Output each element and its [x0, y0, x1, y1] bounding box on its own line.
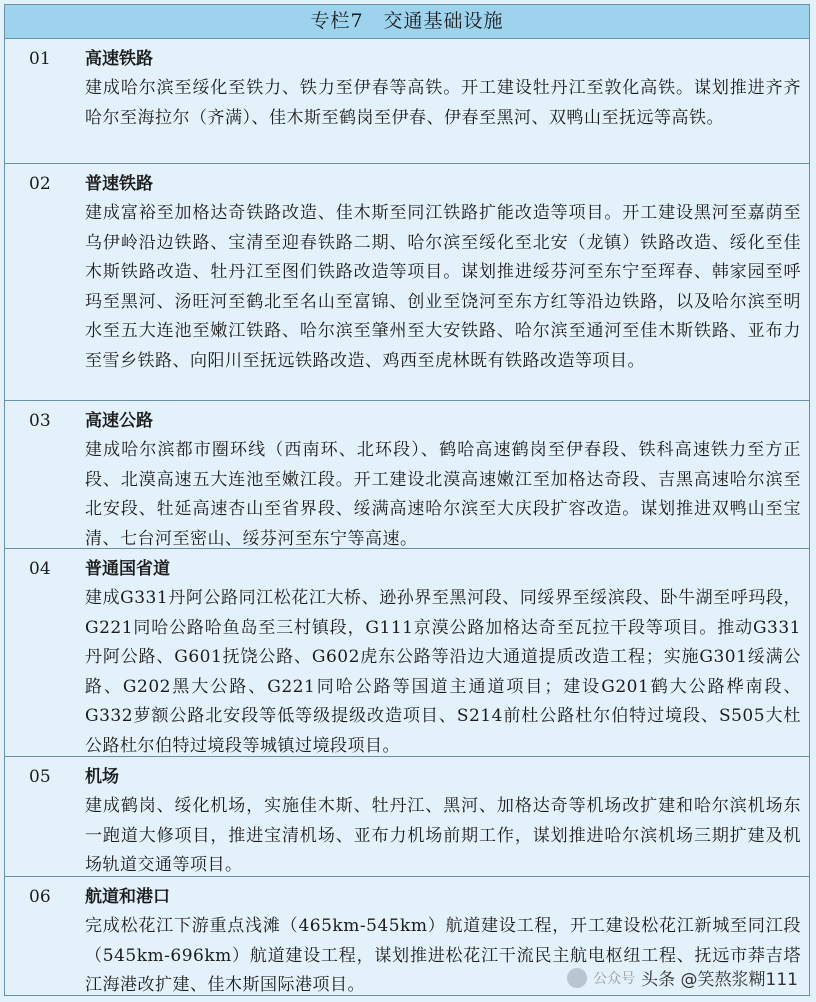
section-conventional-rail	[5, 164, 809, 401]
section-expressway	[5, 401, 809, 549]
section-title: 普通国省道	[85, 559, 170, 579]
section-national-provincial-roads	[5, 549, 809, 757]
section-number: 03	[29, 411, 51, 431]
section-title: 航道和港口	[85, 887, 170, 907]
section-body: 建成哈尔滨都市圈环线（西南环、北环段）、鹤哈高速鹤岗至伊春段、铁科高速铁力至方正段、北漠高速五大连池至嫩江段。开工建设北漠高速嫩江至加格达奇段、吉黑高速哈尔滨至北安段、牡延高速杏山至省界段、绥满高速哈尔滨至大庆段扩容改造。谋划推进双鸭山至宝清、七台河至密山、绥芬河至东宁等高速。	[85, 440, 801, 549]
section-body: 完成松花江下游重点浅滩（465km-545km）航道建设工程，开工建设松花江新城至同江段（545km-696km）航道建设工程，谋划推进松花江干流民主航电枢纽工程、抚远市莽吉塔江海港改扩建、佳木斯国际港项目。	[85, 916, 801, 995]
wechat-icon	[567, 968, 587, 988]
infrastructure-panel	[4, 4, 810, 996]
section-airports	[5, 757, 809, 877]
watermark	[567, 965, 798, 990]
section-number: 01	[29, 49, 51, 69]
section-title: 普速铁路	[85, 174, 153, 194]
section-body: 建成鹤岗、绥化机场，实施佳木斯、牡丹江、黑河、加格达奇等机场改扩建和哈尔滨机场东一跑道大修项目，推进宝清机场、亚布力机场前期工作，谋划推进哈尔滨机场三期扩建及机场轨道交通等项目。	[85, 796, 801, 875]
panel-title: 专栏7 交通基础设施	[5, 5, 809, 39]
section-body: 建成哈尔滨至绥化至铁力、铁力至伊春等高铁。开工建设牡丹江至敦化高铁。谋划推进齐齐哈尔至海拉尔（齐满）、佳木斯至鹤岗至伊春、伊春至黑河、双鸭山至抚远等高铁。	[85, 78, 801, 128]
section-number: 06	[29, 887, 51, 907]
section-number: 04	[29, 559, 51, 579]
watermark-label: 头条 @笑熬浆糊111	[641, 970, 798, 990]
watermark-faint-label: 公众号	[593, 970, 636, 987]
section-title: 高速铁路	[85, 49, 153, 69]
section-body: 建成G331丹阿公路同江松花江大桥、逊孙界至黑河段、同绥界至绥滨段、卧牛湖至呼玛段，G221同哈公路哈鱼岛至三村镇段，G111京漠公路加格达奇至瓦拉干段等项目。推动G331丹阿公路、G601抚饶公路、G602虎东公路等沿边大通道提质改造工程；实施G301绥满公路、G202黑大公路、G221同哈公路等国道主通道项目；建设G201鹤大公路桦南段、G332萝额公路北安段等低等级提级改造项目、S214前杜公路杜尔伯特过境段、S505大杜公路杜尔伯特过境段等城镇过境段项目。	[85, 588, 801, 756]
section-high-speed-rail	[5, 39, 809, 164]
section-title: 机场	[85, 767, 119, 787]
section-number: 02	[29, 174, 51, 194]
section-number: 05	[29, 767, 51, 787]
section-body: 建成富裕至加格达奇铁路改造、佳木斯至同江铁路扩能改造等项目。开工建设黑河至嘉荫至乌伊岭沿边铁路、宝清至迎春铁路二期、哈尔滨至绥化至北安（龙镇）铁路改造、绥化至佳木斯铁路改造、牡丹江至图们铁路改造等项目。谋划推进绥芬河至东宁至珲春、韩家园至呼玛至黑河、汤旺河至鹤北至名山至富锦、创业至饶河至东方红等沿边铁路，以及哈尔滨至明水至五大连池至嫩江铁路、哈尔滨至肇州至大安铁路、哈尔滨至通河至佳木斯铁路、亚布力至雪乡铁路、向阳川至抚远铁路改造、鸡西至虎林既有铁路改造等项目。	[85, 203, 801, 371]
section-title: 高速公路	[85, 411, 153, 431]
